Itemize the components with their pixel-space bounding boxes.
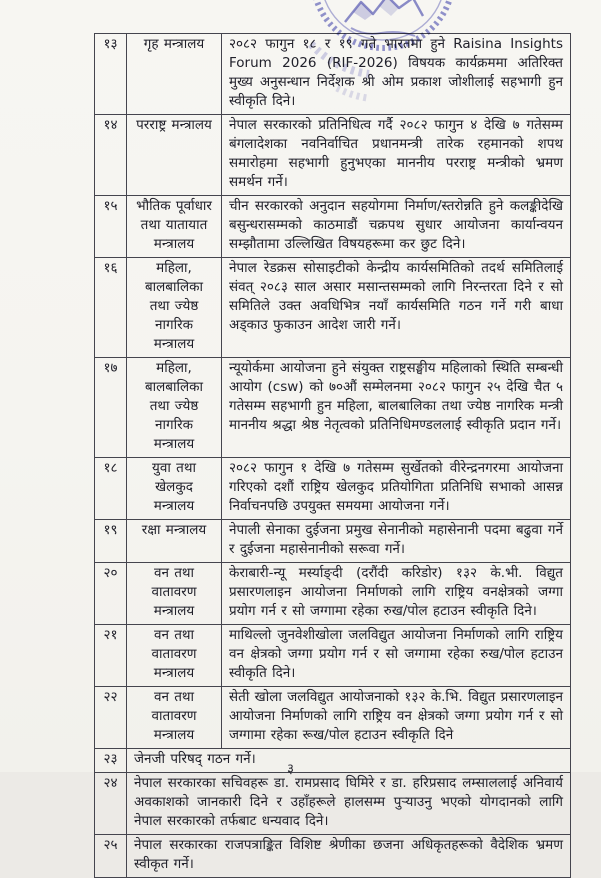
- ministry-cell: वन तथा वातावरण मन्त्रालय: [127, 625, 222, 687]
- ministry-cell: युवा तथा खेलकुद मन्त्रालय: [127, 458, 222, 520]
- ministry-cell: महिला, बालबालिका तथा ज्येष्ठ नागरिक मन्त्रालय: [127, 358, 222, 458]
- ministry-cell: महिला, बालबालिका तथा ज्येष्ठ नागरिक मन्त्रालय: [127, 258, 222, 358]
- decision-cell-full-width: जेनजी परिषद् गठन गर्ने।: [127, 749, 571, 773]
- table-row: [95, 687, 571, 749]
- decision-table: [94, 33, 571, 878]
- decision-cell: नेपाल रेडक्रस सोसाइटीको केन्द्रीय कार्यसमितिको तदर्थ समितिलाई संवत् २०८३ साल असार मसान्तसम्मको लागि निरन्तरता दिने र सो समितिले उक्त अवधिभित्र नयाँ कार्यसमिति गठन गर्ने गरी बाधा अड्काउ फुकाउन आदेश जारी गर्ने।: [222, 258, 571, 358]
- row-number: १८: [95, 458, 127, 520]
- decision-cell: २०८२ फागुन १ देखि ७ गतेसम्म सुर्खेतको वीरेन्द्रनगरमा आयोजना गरिएको दशौं राष्ट्रिय खेलकुद प्रतियोगिता प्रतिनिधि सभाको आसन्न निर्वाचनपछि उपयुक्त समयमा आयोजना गर्ने।: [222, 458, 571, 520]
- ministry-cell: वन तथा वातावरण मन्त्रालय: [127, 563, 222, 625]
- decision-cell: माथिल्लो जुनवेशीखोला जलविद्युत आयोजना निर्माणको लागि राष्ट्रिय वन क्षेत्रको जग्गा प्रयोग गर्न र सो जग्गामा रहेका रुख/पोल हटाउन स्वीकृति दिने।: [222, 625, 571, 687]
- decision-cell: केराबारी-न्यू मर्स्याङ्दी (दरौंदी करिडोर) १३२ के.भी. विद्युत प्रसारणलाइन आयोजना निर्माणको लागि राष्ट्रिय वनक्षेत्रको जग्गा प्रयोग गर्न र सो जग्गामा रहेका रुख/पोल हटाउन स्वीकृति दिने।: [222, 563, 571, 625]
- row-number: २५: [95, 835, 127, 878]
- row-number: २३: [95, 749, 127, 773]
- table-row: [95, 34, 571, 115]
- decision-cell: न्यूयोर्कमा आयोजना हुने संयुक्त राष्ट्रसङ्घीय महिलाको स्थिति सम्बन्धी आयोग (csw) को ७०औं सम्मेलनमा २०८२ फागुन २५ देखि चैत ५ गतेसम्म सहभागी हुन महिला, बालबालिका तथा ज्येष्ठ नागरिक मन्त्री माननीय श्रद्धा श्रेष्ठ नेतृत्वको प्रतिनिधिमण्डललाई स्वीकृति प्रदान गर्ने।: [222, 358, 571, 458]
- row-number: २१: [95, 625, 127, 687]
- ministry-cell: गृह मन्त्रालय: [127, 34, 222, 115]
- row-number: १४: [95, 115, 127, 196]
- table-row: [95, 835, 571, 878]
- decision-cell: नेपाली सेनाका दुईजना प्रमुख सेनानीको महासेनानी पदमा बढुवा गर्ने र दुईजना महासेनानीको सरूवा गर्ने।: [222, 520, 571, 563]
- decision-cell: नेपाल सरकारको प्रतिनिधित्व गर्दै २०८२ फागुन ४ देखि ७ गतेसम्म बंगलादेशका नवनिर्वाचित प्रधानमन्त्री तारेक रहमानको शपथ समारोहमा सहभागी हुनुभएका माननीय परराष्ट्र मन्त्रीको भ्रमण समर्थन गर्ने।: [222, 115, 571, 196]
- row-number: १७: [95, 358, 127, 458]
- row-number: १६: [95, 258, 127, 358]
- table-row: [95, 773, 571, 835]
- ministry-cell: वन तथा वातावरण मन्त्रालय: [127, 687, 222, 749]
- table-row: [95, 563, 571, 625]
- decision-cell: सेती खोला जलविद्युत आयोजनाको १३२ के.भि. विद्युत प्रसारणलाइन आयोजना निर्माणको लागि राष्ट्रिय वन क्षेत्रको जग्गा प्रयोग गर्न र सो जग्गामा रहेका रूख/पोल हटाउन स्वीकृति दिने: [222, 687, 571, 749]
- row-number: २०: [95, 563, 127, 625]
- table-row: [95, 520, 571, 563]
- row-number: १३: [95, 34, 127, 115]
- table-row: [95, 458, 571, 520]
- decision-cell: चीन सरकारको अनुदान सहयोगमा निर्माण/स्तरोन्नति हुने कलङ्कीदेखि बसुन्धरासम्मको काठमाडौं चक्रपथ सुधार आयोजना कार्यान्वयन सम्झौतामा उल्लिखित विषयहरूमा कर छुट दिने।: [222, 196, 571, 258]
- row-number: २२: [95, 687, 127, 749]
- table-row: [95, 625, 571, 687]
- decision-cell-full-width: नेपाल सरकारका सचिवहरू डा. रामप्रसाद घिमिरे र डा. हरिप्रसाद लम्साललाई अनिवार्य अवकाशको जानकारी दिने र उहाँहरूले हालसम्म पुऱ्याउनु भएको योगदानको लागि नेपाल सरकारको तर्फबाट धन्यवाद दिने।: [127, 773, 571, 835]
- row-number: १५: [95, 196, 127, 258]
- page-number: ३: [286, 761, 295, 777]
- table-row: [95, 258, 571, 358]
- table-row: [95, 196, 571, 258]
- decision-cell: २०८२ फागुन १८ र १९ गते भारतमा हुने Raisina Insights Forum 2026 (RIF-2026) विषयक कार्यक्रममा अतिरिक्त मुख्य अनुसन्धान निर्देशक श्री ओम प्रकाश जोशीलाई सहभागी हुन स्वीकृति दिने।: [222, 34, 571, 115]
- table-row: [95, 115, 571, 196]
- ministry-cell: भौतिक पूर्वाधार तथा यातायात मन्त्रालय: [127, 196, 222, 258]
- ministry-cell: रक्षा मन्त्रालय: [127, 520, 222, 563]
- row-number: २४: [95, 773, 127, 835]
- table-row: [95, 358, 571, 458]
- row-number: १९: [95, 520, 127, 563]
- ministry-cell: परराष्ट्र मन्त्रालय: [127, 115, 222, 196]
- decision-cell-full-width: नेपाल सरकारका राजपत्राङ्कित विशिष्ट श्रेणीका छजना अधिकृतहरूको वैदेशिक भ्रमण स्वीकृत गर्ने।: [127, 835, 571, 878]
